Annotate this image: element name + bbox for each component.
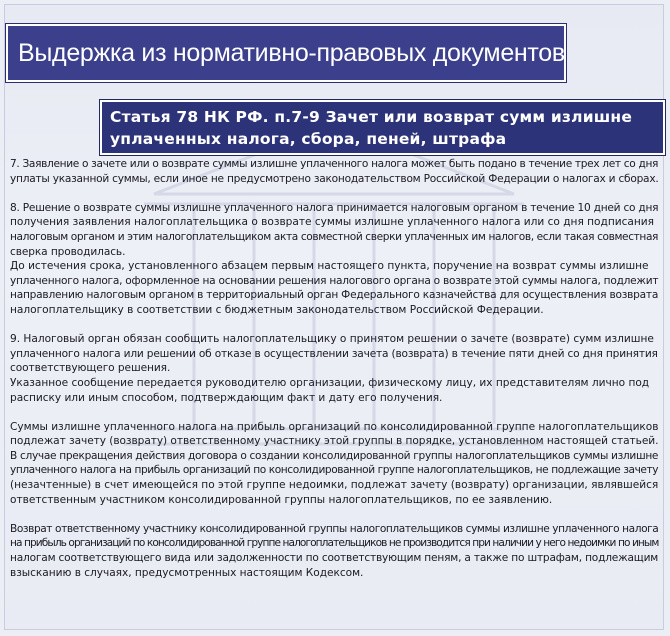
paragraph-line: подлежат зачету (возврату) ответственному участнику этой группы в порядке, установленном настоящей статьей. [10,435,659,448]
paragraph [10,157,660,186]
article-title-line-2: уплаченных налога, сбора, пеней, штрафа [110,130,507,148]
paragraph-line: налогоплательщику в соответствии с бюджетным законодательством Российской Федерации. [10,303,544,316]
paragraph-spacer [10,405,660,420]
paragraph-line: уплаченного налога или решении об отказе в осуществлении зачета (возврата) в течение пяти дней со дня принятия [10,347,658,360]
paragraph [10,201,660,318]
paragraph-line: Возврат ответственному участнику консолидированной группы налогоплательщиков суммы излишне уплаченного налога [10,522,659,535]
paragraph [10,332,660,405]
paragraph-line: сверка проводилась. [10,245,126,258]
paragraph-line: уплаты указанной суммы, если иное не предусмотрено законодательством Российской Федерации о налогах и сборах. [10,172,659,185]
paragraph-line: направлению налоговым органом в территориальный орган Федерального казначейства для осуществления возврата [10,289,659,302]
paragraph-line: расписку или иным способом, подтверждающим факт и дату его получения. [10,391,443,404]
article-body [10,157,660,580]
paragraph-line: (незачтенные) в счет имеющейся по этой группе недоимки, подлежат зачету (возврату) организации, являвшейся [10,479,659,492]
paragraph-line: Суммы излишне уплаченного налога на прибыль организаций по консолидированной группе налогоплательщиков [10,420,659,433]
paragraph-spacer [10,318,660,333]
paragraph-line: В случае прекращения действия договора о создании консолидированной группы налогоплательщиков суммы излишне [10,449,659,462]
paragraph-line: 9. Налоговый орган обязан сообщить налогоплательщику о принятом решении о зачете (возврате) сумм излишне [10,333,654,346]
paragraph-line: взысканию в случаях, предусмотренных настоящим Кодексом. [10,566,364,579]
article-title-line-1: Статья 78 НК РФ. п.7-9 Зачет или возврат сумм излишне [110,108,633,126]
paragraph-spacer [10,507,660,522]
paragraph-line: ответственным участником консолидированной группы налогоплательщиков, по ее заявлению. [10,493,553,506]
paragraph [10,420,660,508]
paragraph-spacer [10,186,660,201]
paragraph-line: на прибыль организаций по консолидированной группе налогоплательщиков не производится при наличии у него недоимки по иным [10,537,659,550]
article-title [100,100,665,155]
paragraph-line: уплаченного налога на прибыль организаций по консолидированной группе налогоплательщиков, не подлежащие зачету [10,464,659,477]
paragraph-line: 8. Решение о возврате суммы излишне уплаченного налога принимается налоговым органом в течение 10 дней со дня [10,201,659,214]
paragraph [10,522,660,580]
page-title: Выдержка из нормативно-правовых документов [6,24,566,82]
paragraph-line: налоговым органом и этим налогоплательщиком акта совместной сверки уплаченных им налогов, если такая совместная [10,230,659,243]
paragraph-line: 7. Заявление о зачете или о возврате суммы излишне уплаченного налога может быть подано в течение трех лет со дня [10,158,659,170]
paragraph-line: налогам соответствующего вида или задолженности по соответствующим пеням, а также по штрафам, подлежащим [10,552,659,565]
paragraph-line: соответствующего решения. [10,362,171,375]
paragraph-line: Указанное сообщение передается руководителю организации, физическому лицу, их представителям лично под [10,376,650,389]
paragraph-line: получения заявления налогоплательщика о возврате суммы излишне уплаченного налога или со дня подписания [10,216,654,229]
paragraph-line: До истечения срока, установленного абзацем первым настоящего пункта, поручение на возврат суммы излишне [10,260,649,273]
paragraph-line: уплаченного налога, оформленное на основании решения налогового органа о возврате этой суммы налога, подлежит [10,274,659,287]
